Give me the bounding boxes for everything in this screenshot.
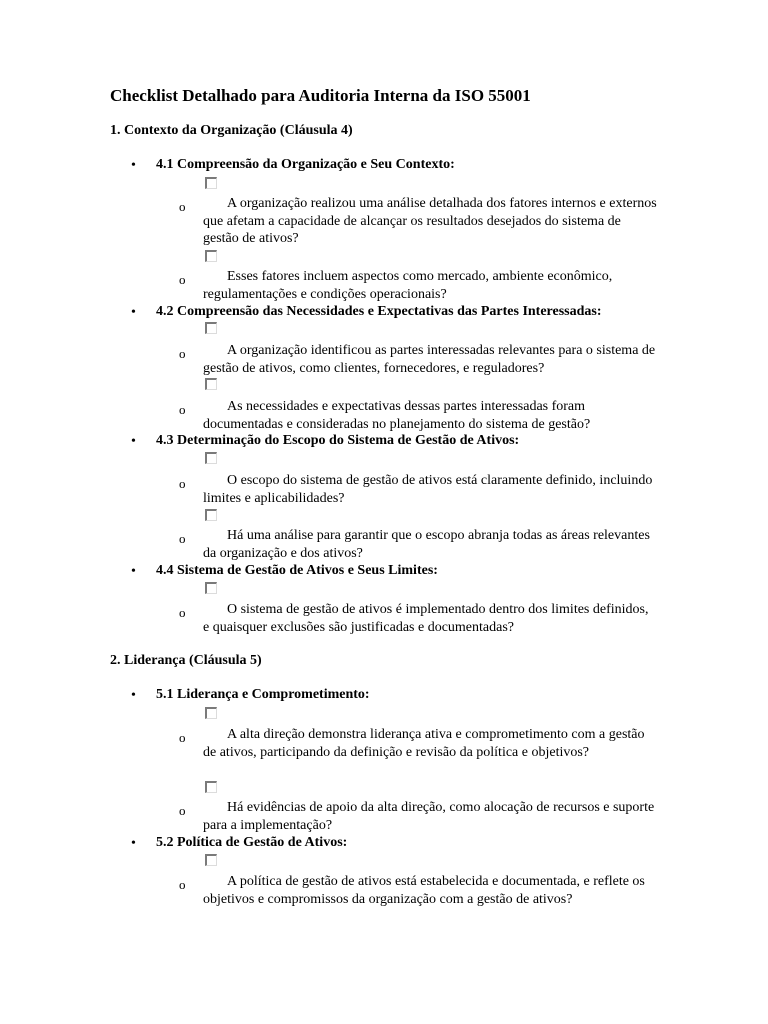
checklist-question: As necessidades e expectativas dessas partes interessadas foram documentadas e consideradas no planejamento do sistema de gestão?	[203, 399, 591, 432]
document-title: Checklist Detalhado para Auditoria Interna da ISO 55001	[110, 86, 531, 105]
bullet-icon: •	[131, 836, 136, 851]
subsection-heading: 4.3 Determinação do Escopo do Sistema de Gestão de Ativos:	[156, 433, 520, 448]
checklist-question: A organização realizou uma análise detalhada dos fatores internos e externos que afetam a capacidade de alcançar os resultados desejados do sistema de gestão de ativos?	[203, 196, 657, 246]
checkbox[interactable]	[205, 452, 217, 464]
checkbox[interactable]	[205, 707, 217, 719]
checkbox[interactable]	[205, 781, 217, 793]
sub-bullet-icon: o	[179, 803, 186, 818]
bullet-icon: •	[131, 158, 136, 173]
sub-bullet-icon: o	[179, 346, 186, 361]
sub-bullet-icon: o	[179, 199, 186, 214]
section-heading: 2. Liderança (Cláusula 5)	[110, 653, 262, 668]
sub-bullet-icon: o	[179, 402, 186, 417]
subsection-heading: 4.2 Compreensão das Necessidades e Expectativas das Partes Interessadas:	[156, 304, 602, 319]
checkbox[interactable]	[205, 509, 217, 521]
sub-bullet-icon: o	[179, 877, 186, 892]
subsection-heading: 4.4 Sistema de Gestão de Ativos e Seus Limites:	[156, 563, 438, 578]
sub-bullet-icon: o	[179, 272, 186, 287]
checklist-question: Há uma análise para garantir que o escopo abranja todas as áreas relevantes da organização e dos ativos?	[203, 528, 650, 561]
section-heading: 1. Contexto da Organização (Cláusula 4)	[110, 123, 353, 138]
checklist-question: Esses fatores incluem aspectos como mercado, ambiente econômico, regulamentações e condições operacionais?	[203, 269, 613, 302]
bullet-icon: •	[131, 305, 136, 320]
sub-bullet-icon: o	[179, 476, 186, 491]
sub-bullet-icon: o	[179, 730, 186, 745]
subsection-heading: 5.2 Política de Gestão de Ativos:	[156, 835, 348, 850]
checklist-question: A alta direção demonstra liderança ativa e comprometimento com a gestão de ativos, participando da definição e revisão da política e objetivos?	[203, 727, 645, 760]
checklist-question: Há evidências de apoio da alta direção, como alocação de recursos e suporte para a implementação?	[203, 800, 655, 833]
subsection-heading: 5.1 Liderança e Comprometimento:	[156, 687, 370, 702]
checkbox[interactable]	[205, 177, 217, 189]
sub-bullet-icon: o	[179, 605, 186, 620]
checklist-question: O sistema de gestão de ativos é implementado dentro dos limites definidos, e quaisquer exclusões são justificadas e documentadas?	[203, 602, 649, 635]
bullet-icon: •	[131, 434, 136, 449]
checkbox[interactable]	[205, 378, 217, 390]
checklist-question: O escopo do sistema de gestão de ativos está claramente definido, incluindo limites e aplicabilidades?	[203, 473, 653, 506]
checkbox[interactable]	[205, 582, 217, 594]
checkbox[interactable]	[205, 854, 217, 866]
checkbox[interactable]	[205, 250, 217, 262]
subsection-heading: 4.1 Compreensão da Organização e Seu Contexto:	[156, 157, 455, 172]
bullet-icon: •	[131, 688, 136, 703]
sub-bullet-icon: o	[179, 531, 186, 546]
bullet-icon: •	[131, 564, 136, 579]
checklist-question: A organização identificou as partes interessadas relevantes para o sistema de gestão de ativos, como clientes, fornecedores, e reguladores?	[203, 343, 656, 376]
checkbox[interactable]	[205, 322, 217, 334]
checklist-question: A política de gestão de ativos está estabelecida e documentada, e reflete os objetivos e compromissos da organização com a gestão de ativos?	[203, 874, 645, 907]
